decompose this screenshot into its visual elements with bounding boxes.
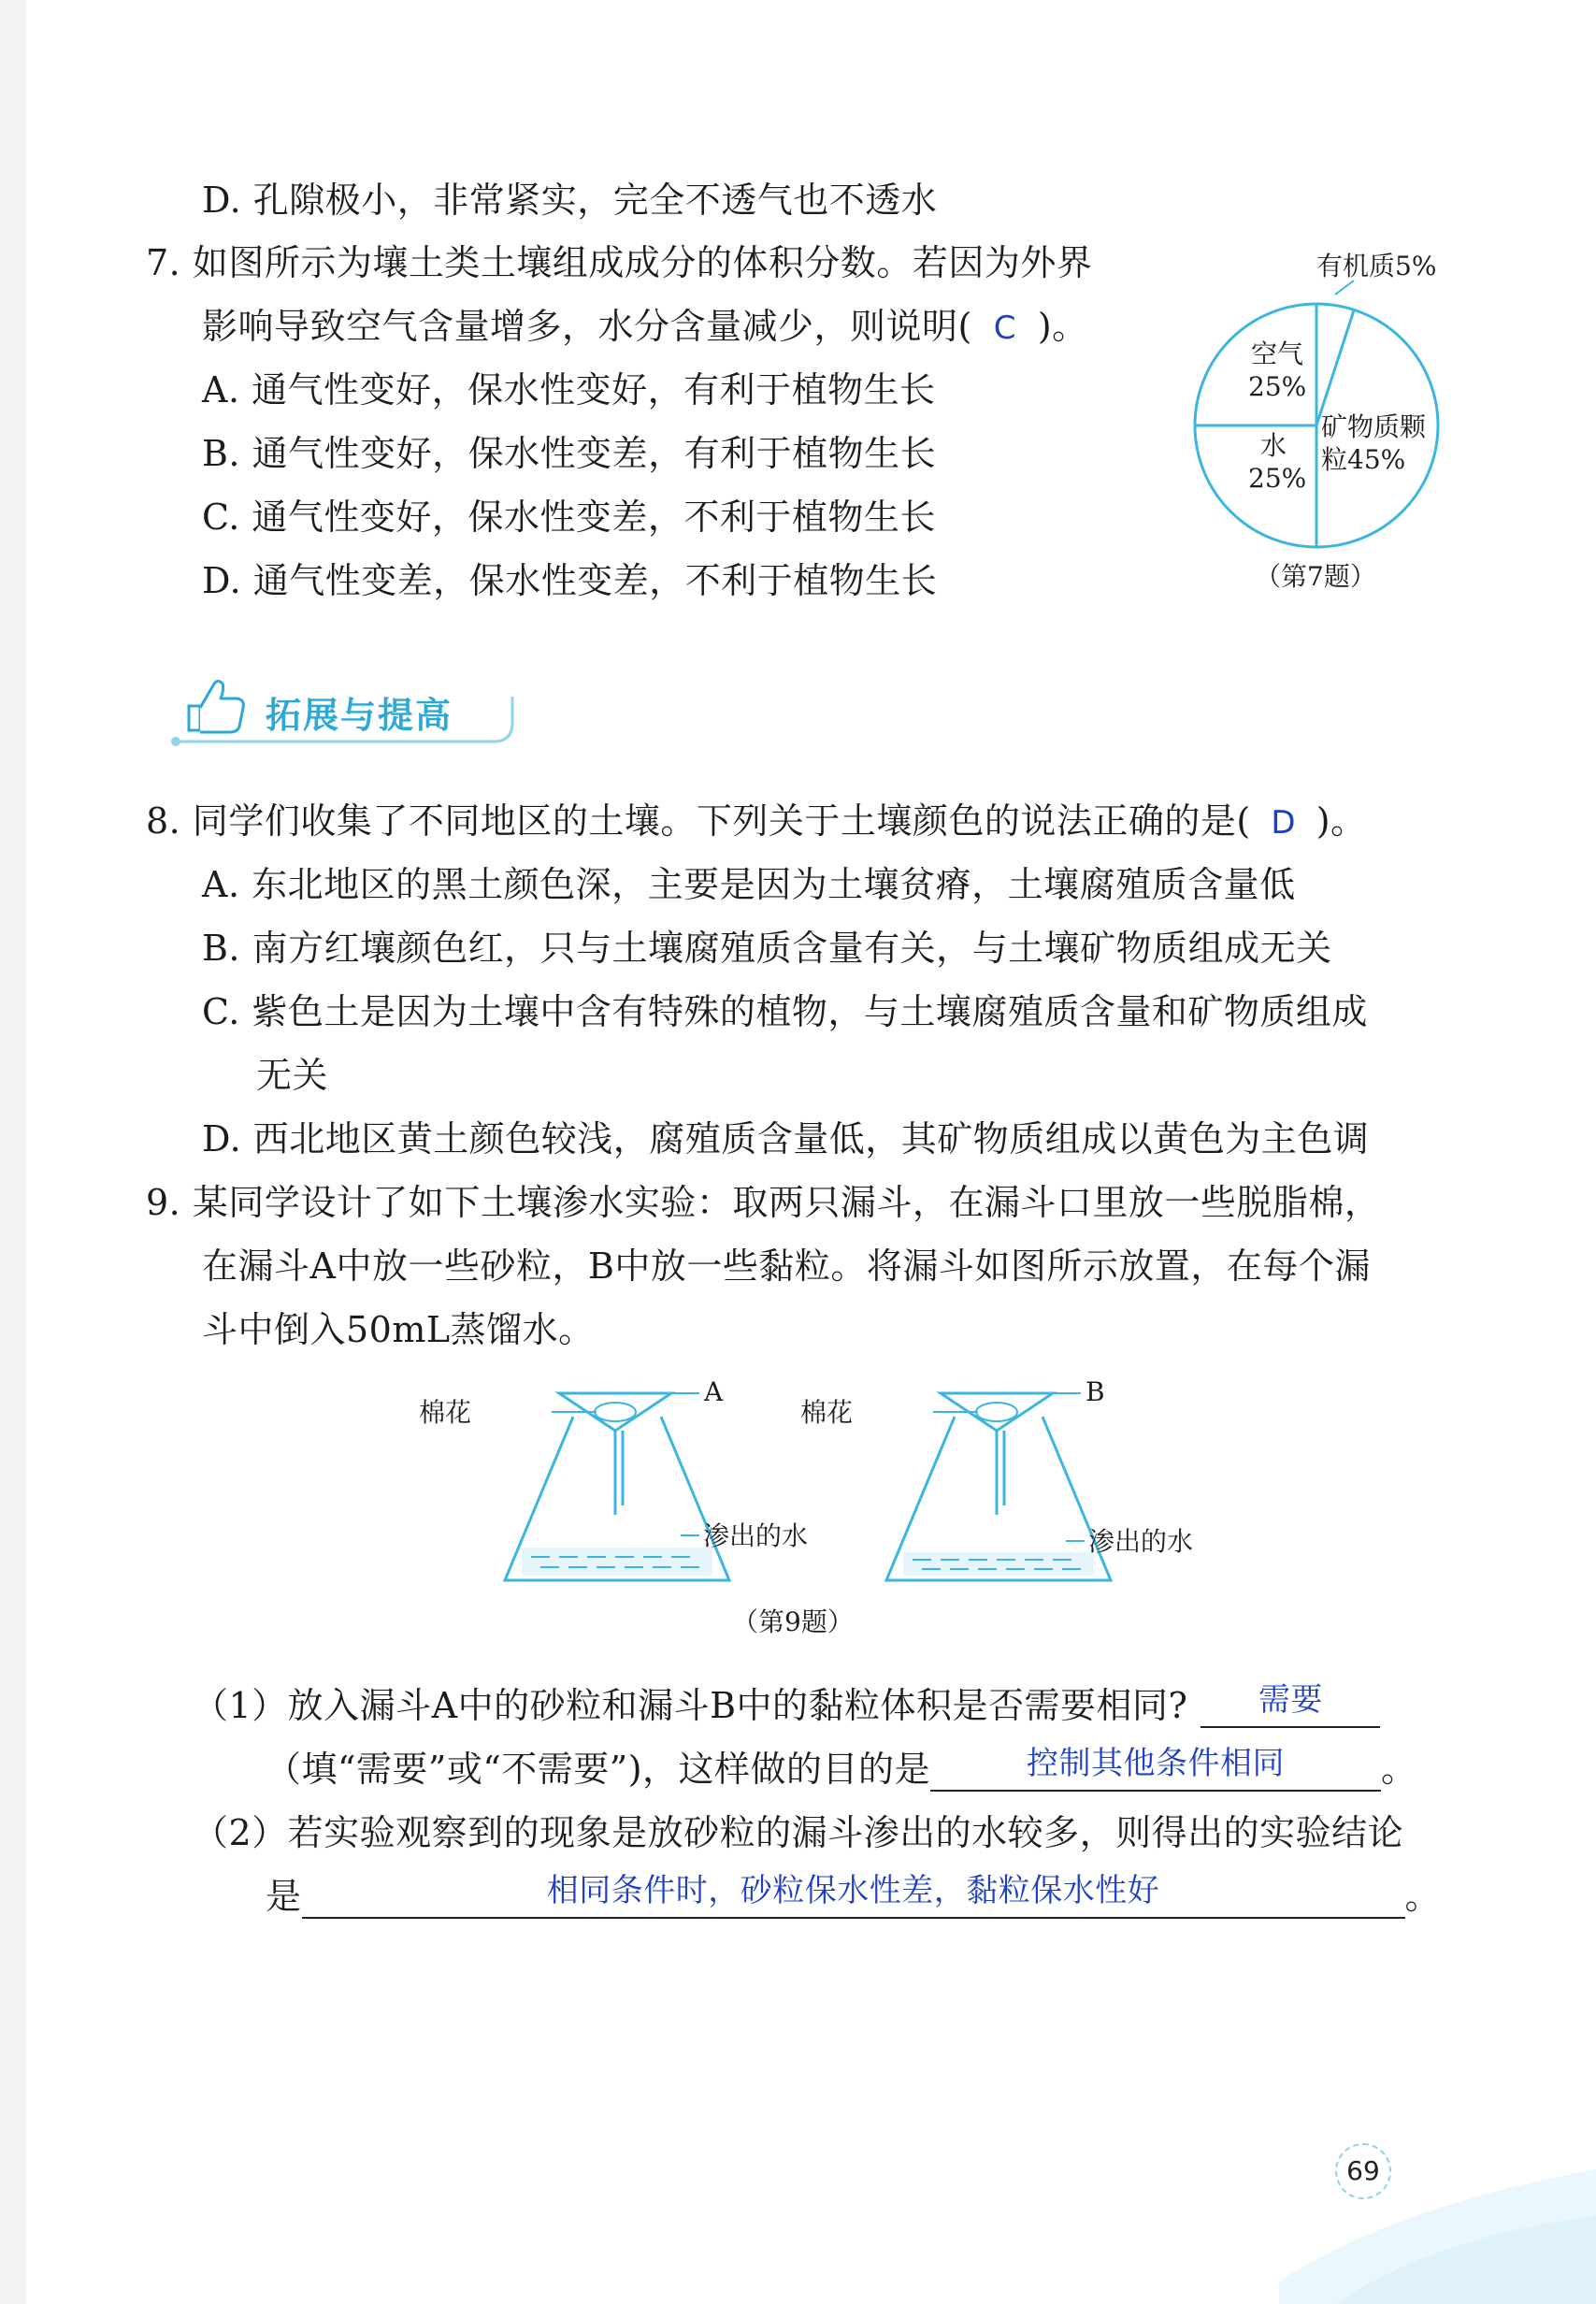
- q9-sub1-blank1: [1201, 1681, 1380, 1728]
- q8-answer: D: [1271, 804, 1297, 842]
- section-dot: [171, 737, 180, 746]
- q7-number: 7.: [146, 242, 181, 283]
- q8-option-a: A. 东北地区的黑土颜色深，主要是因为土壤贫瘠，土壤腐殖质含量低: [202, 864, 1296, 905]
- q9-number: 9.: [146, 1182, 181, 1223]
- label-cotton-a: 棉花: [419, 1397, 472, 1428]
- q9-stem-line1: 某同学设计了如下土壤渗水实验：取两只漏斗，在漏斗口里放一些脱脂棉，: [192, 1182, 1381, 1223]
- cotton-a: [595, 1403, 636, 1421]
- pie-label-air-name: 空气: [1251, 338, 1304, 369]
- pie-label-mineral-line1: 矿物质颗: [1321, 411, 1427, 442]
- q9-line3: 斗中倒入50mL蒸馏水。: [202, 1309, 595, 1350]
- q9-line2: 在漏斗A中放一些砂粒，B中放一些黏粒。将漏斗如图所示放置，在每个漏: [202, 1246, 1371, 1287]
- section-title: 拓展与提高: [266, 695, 453, 736]
- q8-stem-close: )。: [1316, 800, 1367, 842]
- q8-stem-text: 同学们收集了不同地区的土壤。下列关于土壤颜色的说法正确的是(: [192, 800, 1251, 842]
- q9-sub1-period: 。: [1381, 1749, 1417, 1790]
- q9-figure-caption: （第9题）: [732, 1606, 854, 1637]
- q6-option-d: D. 孔隙极小，非常紧实，完全不透气也不透水: [202, 180, 938, 221]
- q9-sub1-blank2: [930, 1745, 1381, 1792]
- q7-option-d: D. 通气性变差，保水性变差，不利于植物生长: [202, 560, 938, 601]
- q7-figure-caption: （第7题）: [1255, 561, 1376, 592]
- q8-option-d: D. 西北地区黄土颜色较浅，腐殖质含量低，其矿物质组成以黄色为主色调: [202, 1118, 1370, 1159]
- q8-option-b: B. 南方红壤颜色红，只与土壤腐殖质含量有关，与土壤矿物质组成无关: [202, 928, 1332, 969]
- label-a: A: [704, 1376, 724, 1407]
- textbook-page: [26, 0, 1596, 2304]
- organic-leader-line: [1335, 281, 1354, 295]
- q8-option-c: C. 紫色土是因为土壤中含有特殊的植物，与土壤腐殖质含量和矿物质组成: [202, 991, 1368, 1032]
- thumbs-up-icon: [189, 681, 243, 732]
- pie-slice-boundary-矿物质颗粒: [1316, 310, 1354, 425]
- q9-sub2-line2: [266, 1872, 1441, 1921]
- q9-sub2-answer: 相同条件时，砂粒保水性差，黏粒保水性好: [546, 1872, 1160, 1909]
- q9-funnel-figure: [484, 1375, 1270, 1599]
- page-number: 69: [1335, 2143, 1391, 2199]
- flask-a: [505, 1393, 729, 1580]
- q9-sub2-line1: （2）若实验观察到的现象是放砂粒的漏斗渗出的水较多，则得出的实验结论: [193, 1812, 1404, 1853]
- q9-sub2-period: 。: [1404, 1876, 1442, 1917]
- q7-line2: [202, 302, 1088, 353]
- q9-sub1-answer2: 控制其他条件相同: [1027, 1745, 1286, 1782]
- label-b: B: [1086, 1376, 1105, 1407]
- pie-label-water-value: 25%: [1248, 463, 1307, 494]
- q9-sub2-blank: [302, 1872, 1405, 1919]
- pie-label-mineral-line2: 粒45%: [1321, 444, 1406, 475]
- q9-sub1-text2: （填“需要”或“不需要”)，这样做的目的是: [266, 1749, 931, 1790]
- q8-stem: [146, 797, 1367, 847]
- footer-wave-decoration: [1279, 2095, 1596, 2304]
- q7-option-c: C. 通气性变好，保水性变差，不利于植物生长: [202, 497, 936, 538]
- q7-option-b: B. 通气性变好，保水性变差，有利于植物生长: [202, 433, 937, 474]
- q9-line1: [146, 1178, 1380, 1227]
- q7-option-a: A. 通气性变好，保水性变好，有利于植物生长: [202, 369, 936, 410]
- q8-number: 8.: [146, 800, 181, 842]
- q7-stem-close: )。: [1037, 306, 1088, 347]
- flask-b: [886, 1393, 1111, 1580]
- q7-stem-line2: 影响导致空气含量增多，水分含量减少，则说明(: [202, 306, 972, 347]
- q8-option-c-cont: 无关: [256, 1055, 329, 1096]
- q7-line1: [146, 238, 1092, 287]
- q9-sub2-text2: 是: [266, 1876, 302, 1917]
- label-cotton-b: 棉花: [800, 1397, 854, 1428]
- pie-label-air-value: 25%: [1248, 371, 1307, 402]
- q9-sub1-answer1: 需要: [1258, 1681, 1323, 1719]
- cotton-b: [976, 1403, 1017, 1421]
- label-water-b: 渗出的水: [1088, 1526, 1194, 1557]
- pie-label-water-name: 水: [1260, 430, 1287, 461]
- pie-label-organic: 有机质5%: [1316, 251, 1437, 281]
- q9-sub1-text: （1）放入漏斗A中的砂粒和漏斗B中的黏粒体积是否需要相同?: [193, 1685, 1188, 1726]
- q7-answer: C: [993, 310, 1016, 347]
- q9-sub1-line1: [193, 1681, 1380, 1730]
- label-water-a: 渗出的水: [703, 1520, 809, 1551]
- q9-sub1-line2: [266, 1745, 1417, 1793]
- q7-stem-line1: 如图所示为壤土类土壤组成成分的体积分数。若因为外界: [192, 242, 1093, 283]
